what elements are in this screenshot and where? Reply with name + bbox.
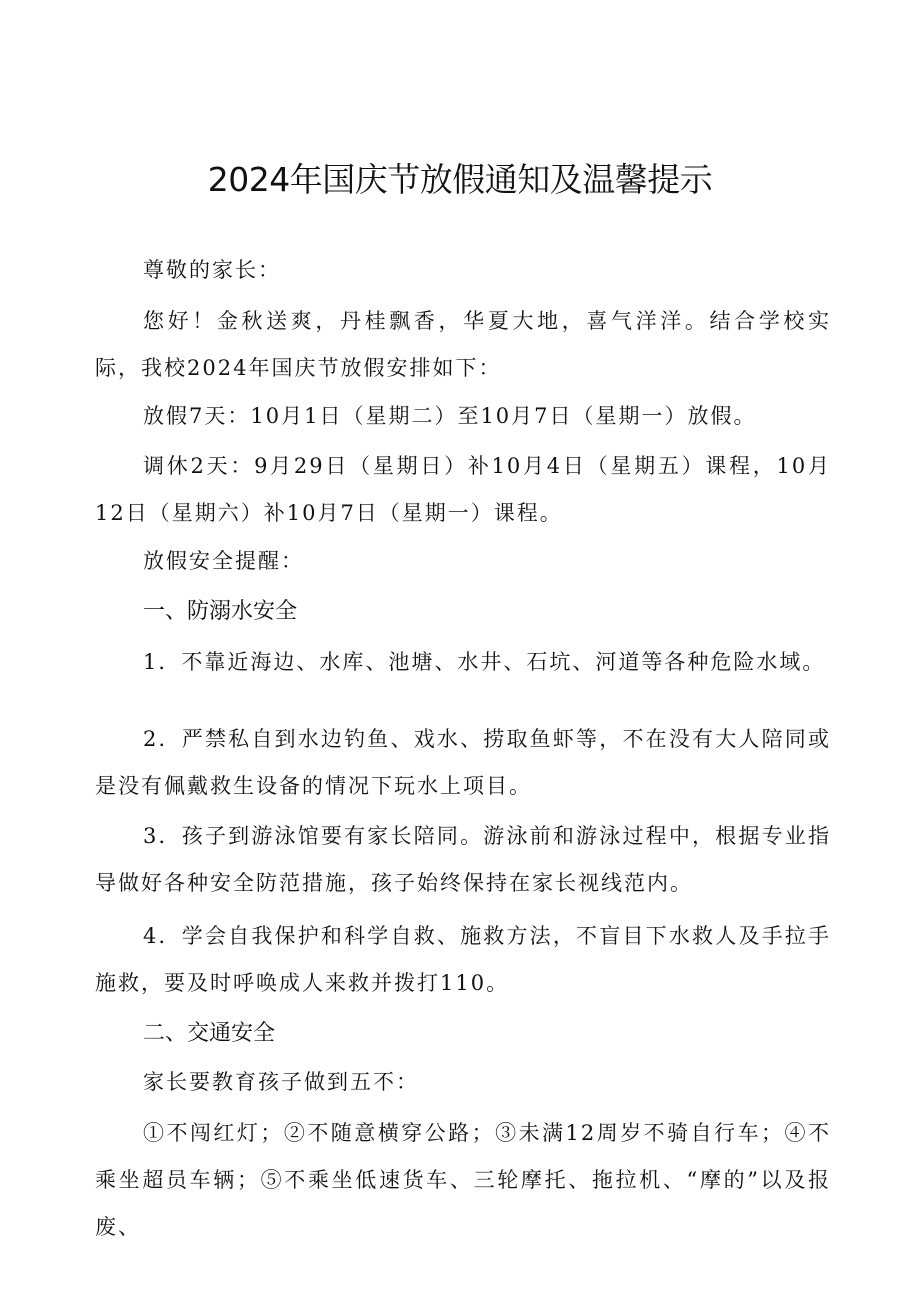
drowning-item-1: 1．不靠近海边、水库、池塘、水井、石坑、河道等各种危险水域。 — [143, 650, 826, 674]
holiday-schedule: 放假7天：10月1日（星期二）至10月7日（星期一）放假。 — [143, 404, 757, 428]
makeup-schedule: 调休2天：9月29日（星期日）补10月4日（星期五）课程，10月12日（星期六）补10月7日（星期一）课程。 — [95, 454, 831, 525]
section-heading-drowning: 一、防溺水安全 — [143, 599, 298, 624]
traffic-intro: 家长要教育孩子做到五不： — [143, 1070, 419, 1094]
document-title: 2024年国庆节放假通知及温馨提示 — [207, 160, 713, 199]
traffic-rules: ①不闯红灯；②不随意横穿公路；③未满12周岁不骑自行车；④不乘坐超员车辆；⑤不乘坐低速货车、三轮摩托、拖拉机、“摩的”以及报废、 — [95, 1121, 831, 1239]
intro-paragraph: 您好！金秋送爽，丹桂飘香，华夏大地，喜气洋洋。结合学校实际，我校2024年国庆节放假安排如下： — [95, 309, 831, 380]
drowning-item-2: 2．严禁私自到水边钓鱼、戏水、捞取鱼虾等，不在没有大人陪同或是没有佩戴救生设备的情况下玩水上项目。 — [95, 727, 831, 798]
drowning-item-3: 3．孩子到游泳馆要有家长陪同。游泳前和游泳过程中，根据专业指导做好各种安全防范措施，孩子始终保持在家长视线范内。 — [95, 824, 831, 895]
safety-reminder-intro: 放假安全提醒： — [143, 549, 304, 573]
salutation: 尊敬的家长： — [143, 258, 281, 282]
drowning-item-4: 4．学会自我保护和科学自救、施救方法，不盲目下水救人及手拉手施救，要及时呼唤成人来救并拨打110。 — [95, 924, 831, 995]
section-heading-traffic: 二、交通安全 — [143, 1021, 276, 1046]
